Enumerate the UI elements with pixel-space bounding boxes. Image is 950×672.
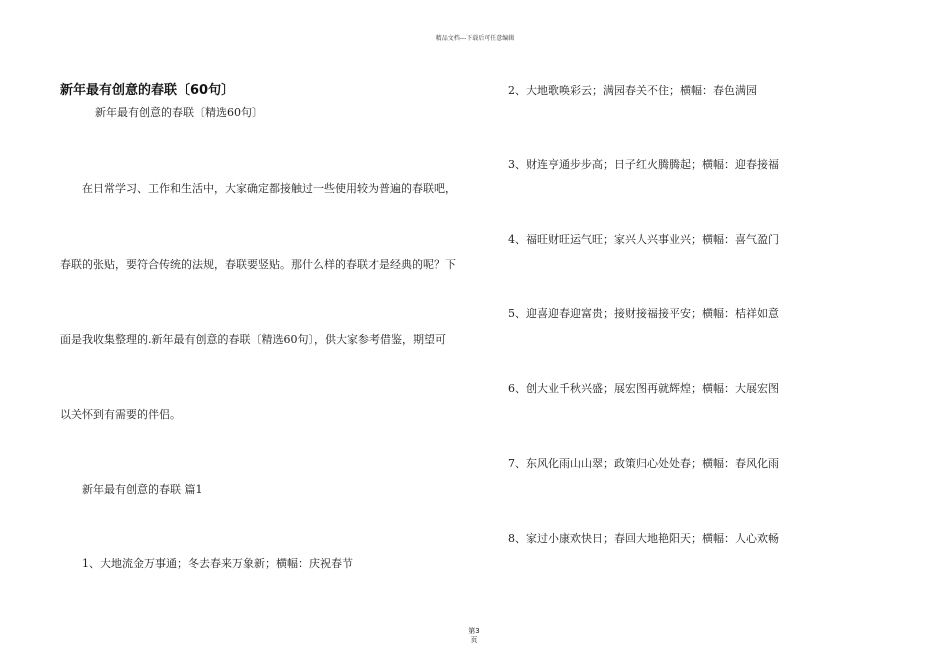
couplet-item-6: 6、创大业千秋兴盛；展宏图再就辉煌；横幅：大展宏图 <box>508 382 779 395</box>
body-line-1: 在日常学习、工作和生活中，大家确定都接触过一些使用较为普遍的春联吧， <box>82 182 456 195</box>
couplet-item-3: 3、财连亨通步步高；日子红火腾腾起；横幅：迎春接福 <box>508 158 779 171</box>
couplet-item-8: 8、家过小康欢快日；春回大地艳阳天；横幅：人心欢畅 <box>508 532 779 545</box>
document-subtitle: 新年最有创意的春联〔精选60句〕 <box>95 106 263 119</box>
couplet-item-4: 4、福旺财旺运气旺；家兴人兴事业兴；横幅：喜气盈门 <box>508 233 779 246</box>
body-line-2: 春联的张贴，要符合传统的法规，春联要竖贴。那什么样的春联才是经典的呢？下 <box>60 258 456 271</box>
couplet-item-2: 2、大地歌唤彩云；满园春关不住；横幅：春色满园 <box>508 84 757 97</box>
page-number <box>459 627 489 645</box>
page-number-unit: 页 <box>470 636 478 644</box>
body-line-3: 面是我收集整理的.新年最有创意的春联〔精选60句〕，供大家参考借鉴，期望可 <box>60 333 446 346</box>
body-line-4: 以关怀到有需要的伴侣。 <box>60 408 181 421</box>
couplet-item-7: 7、东风化雨山山翠；政策归心处处春；横幅：春风化雨 <box>508 457 779 470</box>
page-header: 精品文档---下载后可任意编辑 <box>435 35 515 42</box>
document-title: 新年最有创意的春联〔60句〕 <box>60 83 235 98</box>
section-heading: 新年最有创意的春联 篇1 <box>82 483 203 496</box>
couplet-item-1: 1、大地流金万事通；冬去春来万象新；横幅：庆祝春节 <box>82 557 353 570</box>
couplet-item-5: 5、迎喜迎春迎富贵；接财接福接平安；横幅：桔祥如意 <box>508 307 779 320</box>
page-number-label: 第3 <box>468 627 480 635</box>
